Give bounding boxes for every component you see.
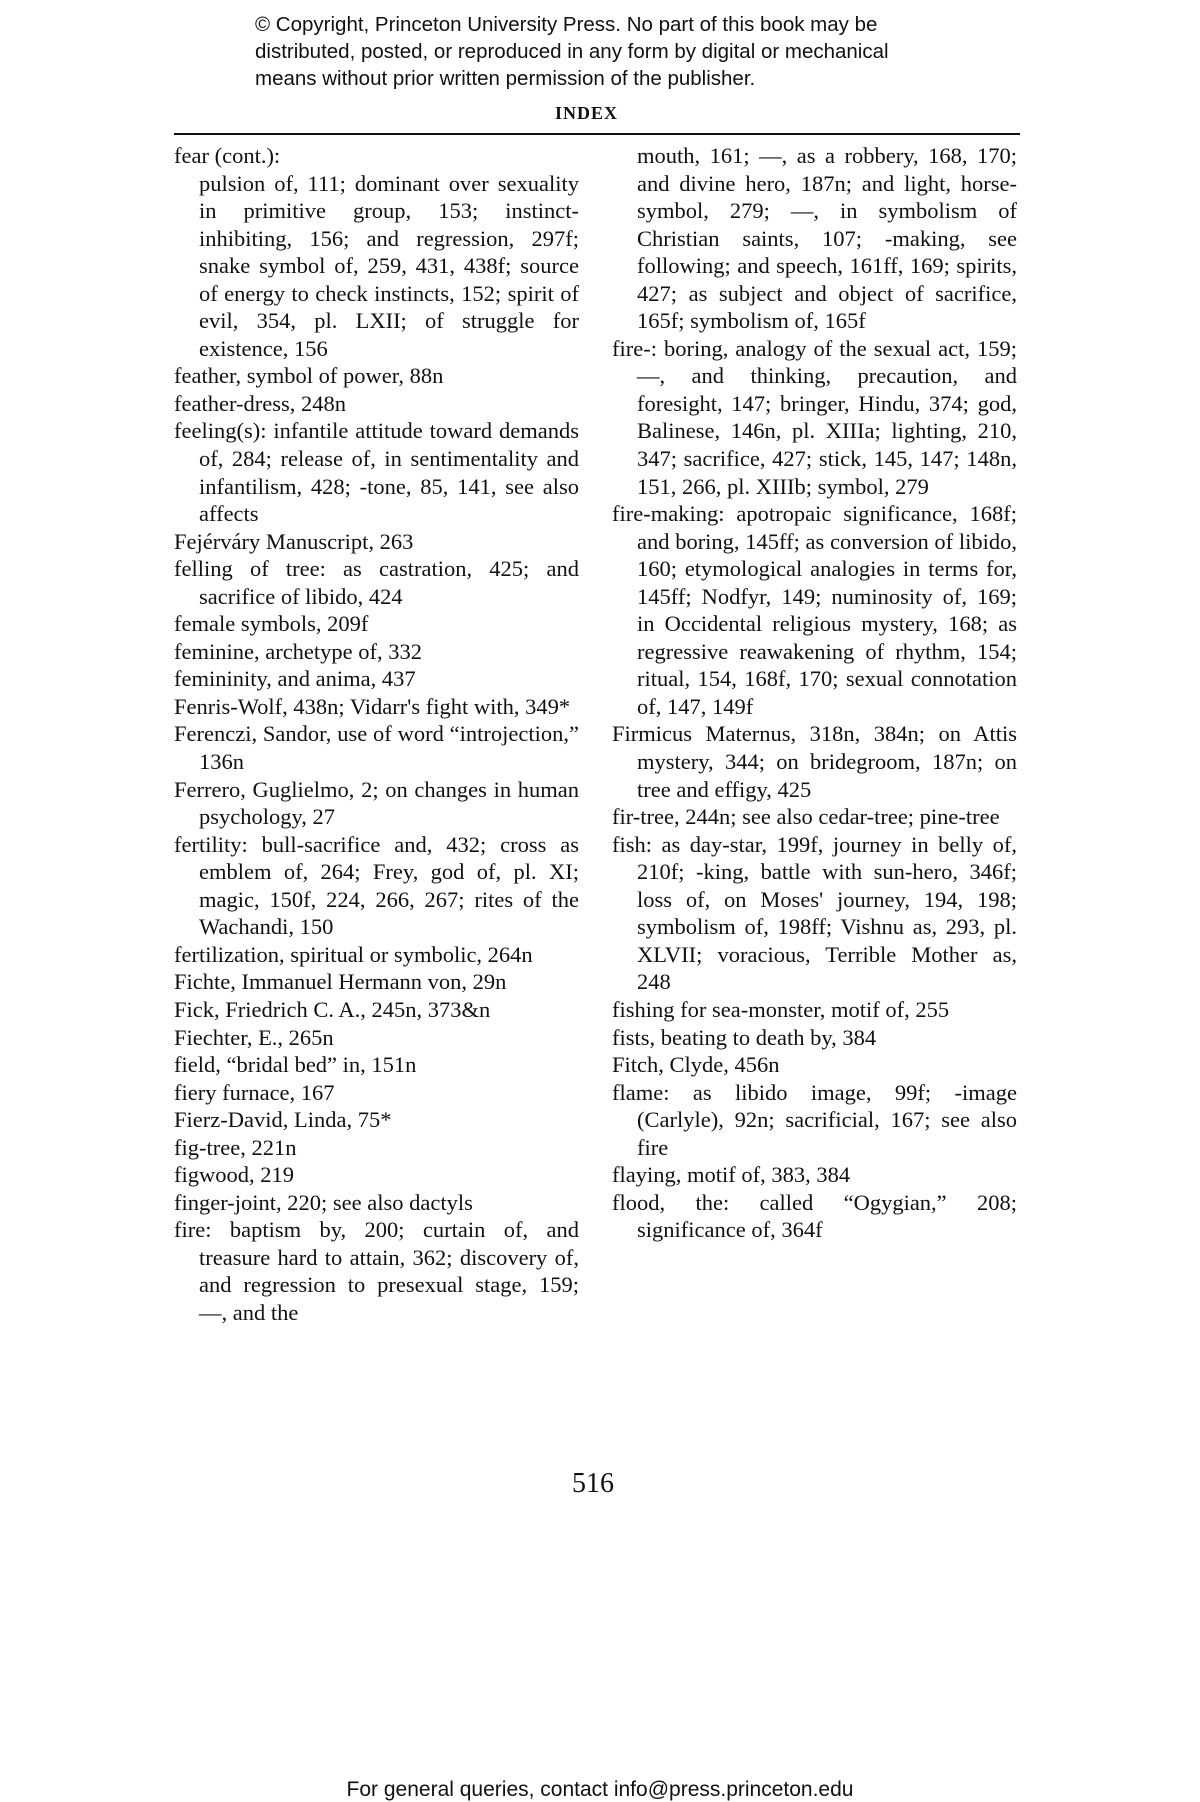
index-entry: field, “bridal bed” in, 151n <box>174 1052 417 1078</box>
index-entry: femininity, and anima, 437 <box>174 666 416 692</box>
index-column-right <box>612 142 1017 1244</box>
index-entry: Fiechter, E., 265n <box>174 1024 334 1050</box>
index-entry: fish: as day-star, 199f, journey in belly of, 210f; -king, battle with sun-hero, 346f; loss of, on Moses' journey, 194, 198; symbolism of, 198ff; Vishnu as, 293, pl. XLVII; voracious, Terrible Mother as, 248 <box>612 831 1017 995</box>
index-entry: Fejérváry Manuscript, 263 <box>174 528 414 554</box>
copyright-notice <box>255 11 1055 92</box>
index-entry: female symbols, 209f <box>174 611 369 637</box>
index-entry: fertility: bull-sacrifice and, 432; cross as emblem of, 264; Frey, god of, pl. XI; magic, 150f, 224, 266, 267; rites of the Wachandi, 150 <box>174 831 579 940</box>
index-entry: fear (cont.): <box>174 143 281 168</box>
index-entry: feather, symbol of power, 88n <box>174 363 444 389</box>
index-entry: fiery furnace, 167 <box>174 1079 335 1105</box>
index-entry: Fitch, Clyde, 456n <box>612 1052 780 1078</box>
index-entry: fire: baptism by, 200; curtain of, and treasure hard to attain, 362; discovery of, and regression to presexual stage, 159; —, and the <box>174 1217 579 1325</box>
index-entry: Fenris-Wolf, 438n; Vidarr's fight with, 349* <box>174 693 571 719</box>
index-entry: feminine, archetype of, 332 <box>174 638 423 664</box>
copyright-line: © Copyright, Princeton University Press. No part of this book may be <box>255 13 878 36</box>
index-entry: fig-tree, 221n <box>174 1134 297 1160</box>
copyright-line: distributed, posted, or reproduced in any form by digital or mechanical <box>255 40 889 63</box>
index-entry: pulsion of, 111; dominant over sexuality in primitive group, 153; instinct-inhibiting, 156; and regression, 297f; snake symbol of, 259, 431, 438f; source of energy to check instincts, 152; spirit of evil, 354, pl. LXII; of struggle for existence, 156 <box>199 170 579 361</box>
footer-contact: For general queries, contact info@press.princeton.edu <box>346 1778 854 1801</box>
index-entry: feather-dress, 248n <box>174 390 346 416</box>
index-entry: fire-: boring, analogy of the sexual act, 159; —, and thinking, precaution, and foresight, 147; bringer, Hindu, 374; god, Balinese, 146n, pl. XIIIa; lighting, 210, 347; sacrifice, 427; stick, 145, 147; 148n, 151, 266, pl. XIIIb; symbol, 279 <box>612 335 1017 499</box>
index-entry: Ferrero, Guglielmo, 2; on changes in human psychology, 27 <box>174 776 579 830</box>
running-head: INDEX <box>555 103 619 123</box>
index-entry: fir-tree, 244n; see also cedar-tree; pine-tree <box>612 804 1000 830</box>
index-entry: felling of tree: as castration, 425; and sacrifice of libido, 424 <box>174 556 579 609</box>
index-entry: fire-making: apotropaic significance, 168f; and boring, 145ff; as conversion of libido, 160; etymological analogies in terms for, 145ff; Nodfyr, 149; numinosity of, 169; in Occidental religious mystery, 168; as regressive reawakening of rhythm, 154; ritual, 154, 168f, 170; sexual connotation of, 147, 149f <box>612 501 1017 719</box>
index-entry: flame: as libido image, 99f; -image (Carlyle), 92n; sacrificial, 167; see also fire <box>612 1079 1017 1160</box>
index-entry: Firmicus Maternus, 318n, 384n; on Attis mystery, 344; on bridegroom, 187n; on tree and effigy, 425 <box>612 721 1017 802</box>
index-entry: fishing for sea-monster, motif of, 255 <box>612 996 950 1022</box>
index-entry: mouth, 161; —, as a robbery, 168, 170; and divine hero, 187n; and light, horse-symbol, 279; —, in symbolism of Christian saints, 107; -making, see following; and speech, 161ff, 169; spirits, 427; as subject and object of sacrifice, 165f; symbolism of, 165f <box>637 143 1017 334</box>
index-entry: Ferenczi, Sandor, use of word “introjection,” 136n <box>174 721 579 775</box>
copyright-line: means without prior written permission of the publisher. <box>255 67 756 90</box>
header-rule <box>174 133 1020 135</box>
index-entry: fists, beating to death by, 384 <box>612 1024 877 1050</box>
page-number: 516 <box>572 1468 614 1499</box>
index-entry: finger-joint, 220; see also dactyls <box>174 1189 473 1215</box>
index-column-left <box>174 142 579 1327</box>
index-entry: flood, the: called “Ogygian,” 208; significance of, 364f <box>612 1189 1017 1243</box>
index-entry: Fierz-David, Linda, 75* <box>174 1107 392 1133</box>
index-entry: flaying, motif of, 383, 384 <box>612 1162 851 1188</box>
index-entry: figwood, 219 <box>174 1162 294 1188</box>
index-entry: feeling(s): infantile attitude toward demands of, 284; release of, in sentimentality and infantilism, 428; -tone, 85, 141, see also affects <box>174 418 579 527</box>
index-entry: Fick, Friedrich C. A., 245n, 373&n <box>174 996 491 1022</box>
index-entry: Fichte, Immanuel Hermann von, 29n <box>174 969 507 995</box>
index-entry: fertilization, spiritual or symbolic, 264n <box>174 941 533 967</box>
